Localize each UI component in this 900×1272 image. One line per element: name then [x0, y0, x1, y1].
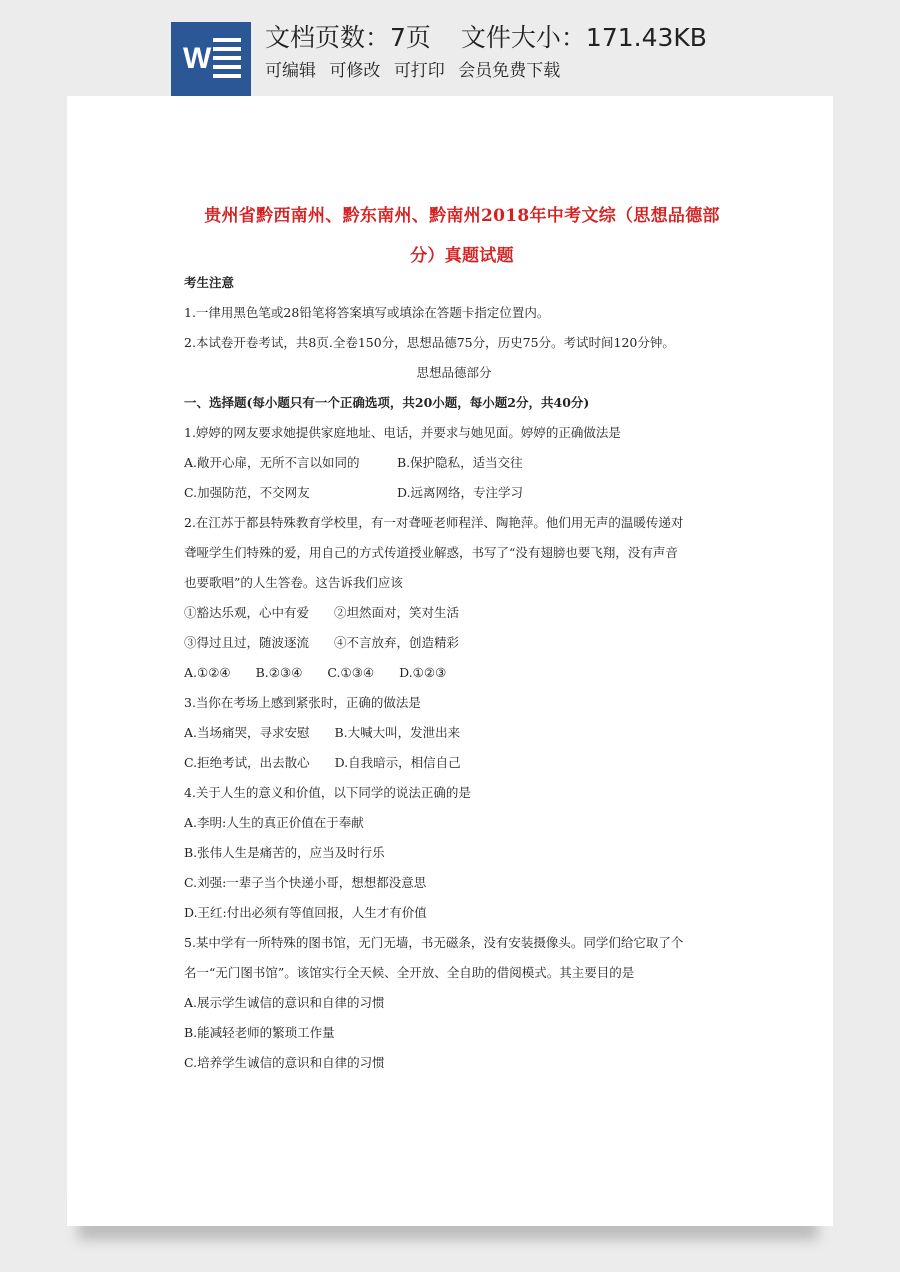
- download-banner: [0, 0, 900, 96]
- file-meta: [265, 18, 707, 54]
- answer-option: B.张伟人生是痛苦的，应当及时行乐: [184, 845, 385, 860]
- part-heading: 一、选择题(每小题只有一个正确选项，共20小题，每小题2分，共40分): [184, 395, 590, 410]
- answer-option: C.加强防范，不交网友: [184, 485, 310, 500]
- question-stem: 3.当你在考场上感到紧张时，正确的做法是: [184, 695, 421, 710]
- answer-option: B.保护隐私，适当交往: [397, 455, 523, 470]
- feature-printable: 可打印: [393, 61, 445, 81]
- section-title: 思想品德部分: [416, 365, 492, 380]
- feature-editable: 可编辑: [265, 61, 316, 81]
- answer-options: A.①②④ B.②③④ C.①③④ D.①②③: [184, 665, 447, 680]
- statement-list: ③得过且过，随波逐流 ④不言放弃，创造精彩: [184, 635, 460, 650]
- answer-option: D.远离网络，专注学习: [397, 485, 524, 500]
- answer-option: B.能减轻老师的繁琐工作量: [184, 1025, 335, 1040]
- answer-option: D.王红:付出必须有等值回报，人生才有价值: [184, 905, 427, 920]
- question-stem: 2.在江苏于都县特殊教育学校里，有一对聋哑老师程洋、陶艳萍。他们用无声的温暖传递对: [184, 515, 684, 530]
- answer-option: C.培养学生诚信的意识和自律的习惯: [184, 1055, 385, 1070]
- question-stem: 也要歌唱”的人生答卷。这告诉我们应该: [184, 575, 403, 590]
- feature-member-download[interactable]: 会员免费下载: [458, 61, 561, 81]
- notice-heading: 考生注意: [184, 275, 235, 290]
- file-size: 文件大小：171.43KB: [460, 23, 707, 52]
- answer-option: A.敞开心扉，无所不言以如同的: [184, 455, 360, 470]
- answer-option: A.展示学生诚信的意识和自律的习惯: [184, 995, 385, 1010]
- answer-option: C.刘强:一辈子当个快递小哥，想想都没意思: [184, 875, 427, 890]
- answer-options: A.当场痛哭，寻求安慰 B.大喊大叫，发泄出来: [184, 725, 461, 740]
- page-count: 文档页数：7页: [265, 23, 431, 52]
- answer-options: C.拒绝考试，出去散心 D.自我暗示，相信自己: [184, 755, 461, 770]
- document-page: [67, 96, 833, 1226]
- word-icon: W: [171, 22, 251, 96]
- notice-item: 2.本试卷开卷考试，共8页.全卷150分，思想品德75分，历史75分。考试时间120分钟。: [184, 335, 675, 350]
- feature-modifiable: 可修改: [329, 61, 381, 81]
- question-stem: 名一“无门图书馆”。该馆实行全天候、全开放、全自助的借阅模式。其主要目的是: [184, 965, 635, 980]
- notice-item: 1.一律用黑色笔或28铅笔将答案填写或填涂在答题卡指定位置内。: [184, 305, 550, 320]
- question-stem: 5.某中学有一所特殊的图书馆，无门无墙，书无磁条，没有安装摄像头。同学们给它取了个: [184, 935, 684, 950]
- answer-option: A.李明:人生的真正价值在于奉献: [184, 815, 364, 830]
- feature-list: [265, 56, 568, 81]
- question-stem: 聋哑学生们特殊的爱，用自己的方式传道授业解惑，书写了“没有翅膀也要飞翔，没有声音: [184, 545, 678, 560]
- document-title: 贵州省黔西南州、黔东南州、黔南州2018年中考文综（思想品德部 分）真题试题: [204, 206, 720, 266]
- question-stem: 4.关于人生的意义和价值，以下同学的说法正确的是: [184, 785, 471, 800]
- question-stem: 1.婷婷的网友要求她提供家庭地址、电话，并要求与她见面。婷婷的正确做法是: [184, 425, 621, 440]
- statement-list: ①豁达乐观，心中有爱 ②坦然面对，笑对生活: [184, 605, 460, 620]
